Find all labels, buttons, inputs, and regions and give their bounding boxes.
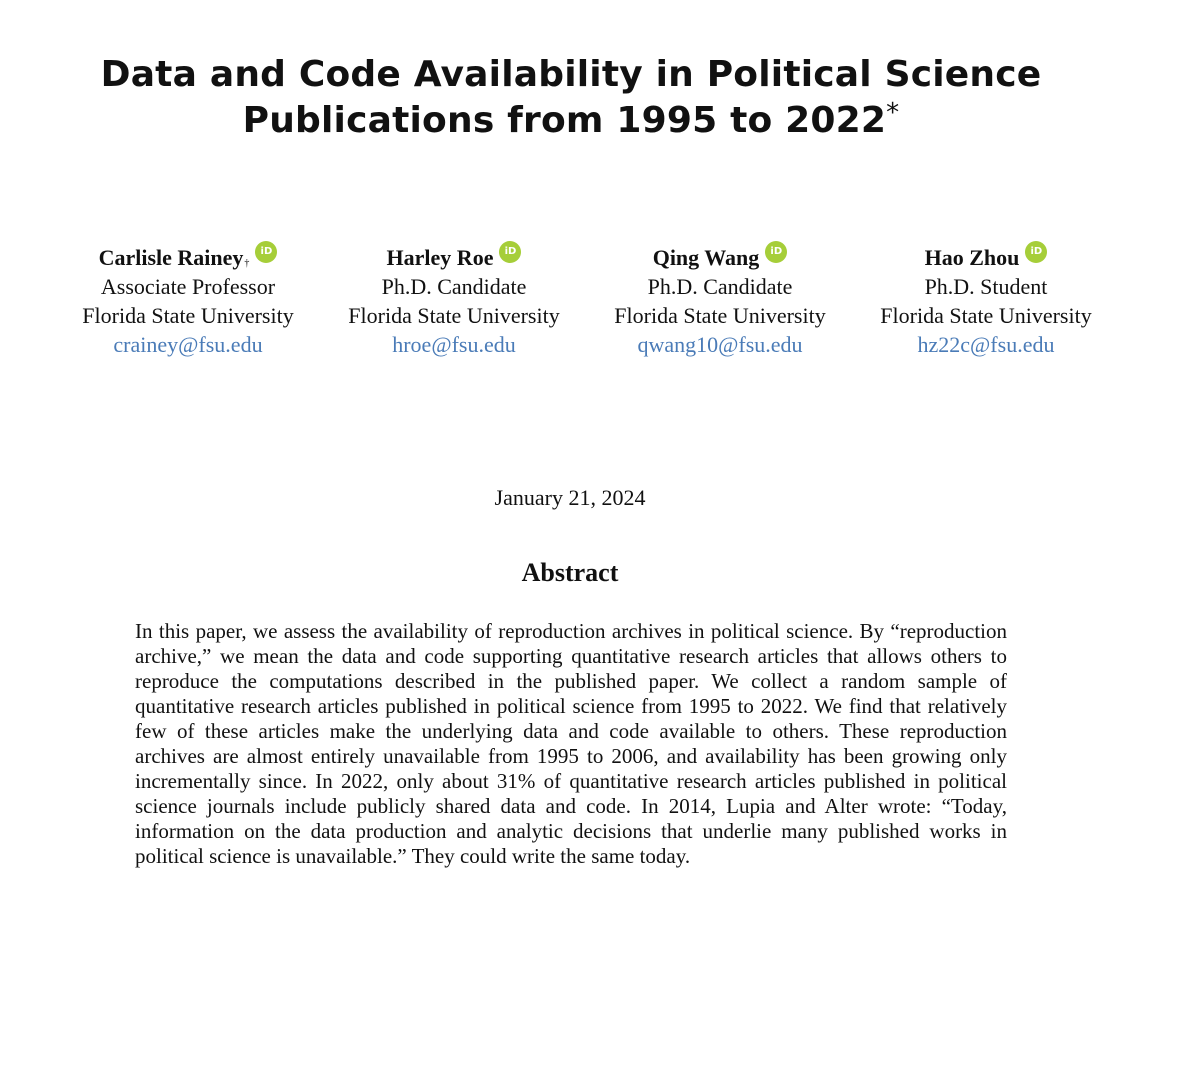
author-email-link[interactable]: hz22c@fsu.edu (917, 332, 1055, 357)
author-block (0, 243, 1200, 373)
paper-title-line-1: Data and Code Availability in Political Science (100, 54, 1042, 95)
author-affiliation: Florida State University (348, 303, 560, 328)
author-affiliation: Florida State University (614, 303, 826, 328)
author-card (585, 243, 855, 359)
author-email-link[interactable]: hroe@fsu.edu (392, 332, 516, 357)
paper-title (0, 52, 1142, 144)
author-card (319, 243, 589, 359)
orcid-icon[interactable]: iD (765, 241, 787, 263)
title-footnote-mark[interactable]: * (886, 98, 900, 128)
author-name-row (319, 243, 589, 272)
orcid-icon[interactable]: iD (255, 241, 277, 263)
author-affiliation: Florida State University (880, 303, 1092, 328)
author-footnote-mark[interactable]: † (244, 258, 250, 269)
author-affiliation: Florida State University (82, 303, 294, 328)
author-name: Hao Zhou (924, 245, 1020, 270)
author-name: Carlisle Rainey (98, 245, 244, 270)
author-role: Ph.D. Candidate (647, 274, 793, 299)
paper-title-line-2-text: Publications from 1995 to 2022 (242, 100, 887, 141)
abstract-text: In this paper, we assess the availability of reproduction archives in political science. By “reproduction archive,” we mean the data and code supporting quantitative research articles that allows others to reproduce the computations described in the published paper. We collect a random sample of quantitative research articles published in political science from 1995 to 2022. We find that relatively few of these articles make the underlying data and code available to others. These reproduction archives are almost entirely unavailable from 1995 to 2006, and availability has been growing only incrementally since. In 2022, only about 31% of quantitative research articles published in political science journals include publicly shared data and code. In 2014, Lupia and Alter wrote: “Today, information on the data production and analytic decisions that underlie many published works in political science is unavailable.” They could write the same today. (135, 619, 1007, 868)
author-email-link[interactable]: crainey@fsu.edu (113, 332, 263, 357)
orcid-icon[interactable]: iD (1025, 241, 1047, 263)
author-name: Qing Wang (652, 245, 760, 270)
orcid-icon[interactable]: iD (499, 241, 521, 263)
author-name-row (851, 243, 1121, 272)
abstract-heading: Abstract (521, 558, 619, 587)
author-role: Ph.D. Student (924, 274, 1048, 299)
paper-title-line-2 (0, 98, 1142, 144)
author-role: Ph.D. Candidate (381, 274, 527, 299)
paper-date: January 21, 2024 (494, 485, 646, 510)
author-card (851, 243, 1121, 359)
author-name: Harley Roe (386, 245, 494, 270)
author-email-link[interactable]: qwang10@fsu.edu (637, 332, 803, 357)
author-card (53, 243, 323, 359)
author-name-row (585, 243, 855, 272)
author-name-row (53, 243, 323, 272)
author-role: Associate Professor (100, 274, 276, 299)
